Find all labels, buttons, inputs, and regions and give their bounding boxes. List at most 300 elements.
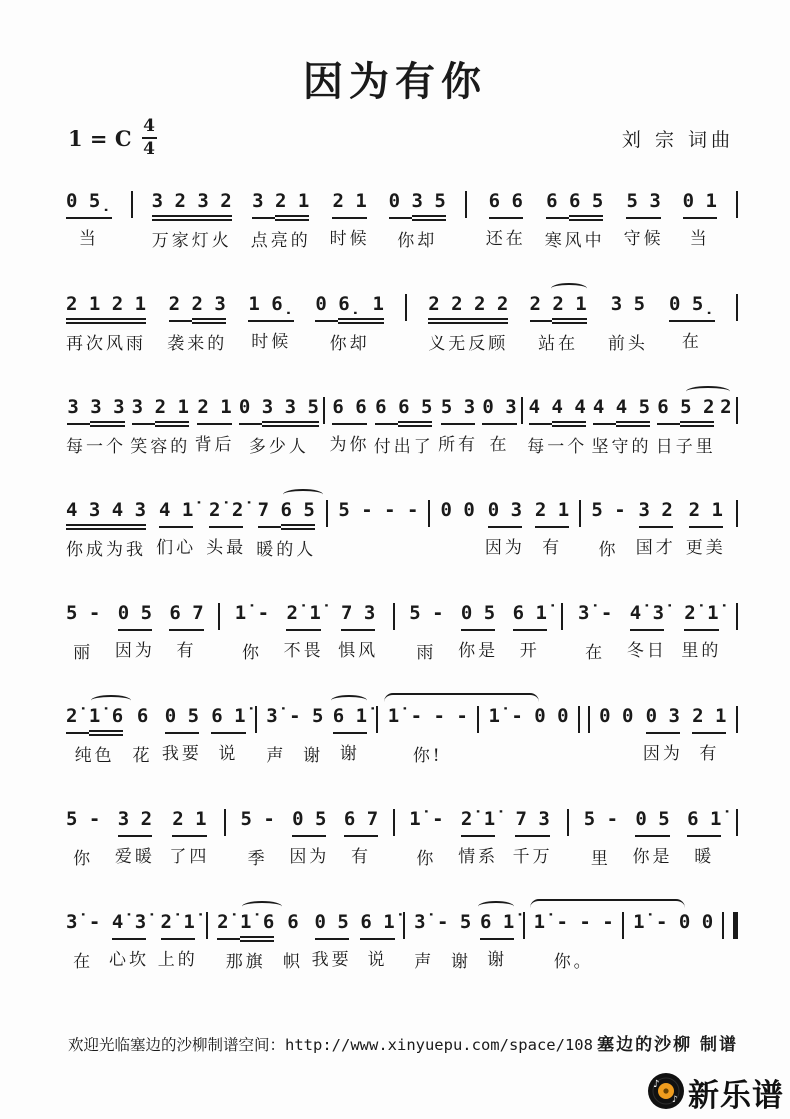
- lyrics: 头最: [206, 537, 247, 558]
- note-group: [482, 396, 516, 425]
- lyrics: 暖的人: [256, 539, 317, 560]
- lyrics: 惧风: [338, 640, 379, 661]
- notes: 2̇ 1̇: [286, 602, 320, 631]
- lyrics: 因为: [484, 537, 525, 558]
- notes: 6 5: [569, 190, 603, 221]
- notes: 2: [169, 293, 192, 322]
- notes: 1̇ 6: [89, 705, 123, 736]
- barline: [477, 706, 479, 733]
- lyrics: 那旗: [225, 951, 266, 972]
- notes: 1̇ - - -: [533, 911, 614, 933]
- notes: 3 2 3 2: [152, 190, 232, 221]
- notes: 6 1̇: [513, 602, 547, 631]
- measure-cell: [686, 499, 726, 558]
- lyrics: 有: [699, 743, 720, 764]
- lyrics: 谢: [339, 743, 360, 764]
- note-group: [169, 293, 226, 324]
- notes: 7: [258, 499, 281, 528]
- measure-cell: [315, 293, 384, 354]
- lyrics: 你却: [397, 230, 438, 251]
- note-group: [428, 293, 508, 324]
- notes: 5 - - -: [338, 499, 419, 521]
- notes: 6: [657, 396, 680, 425]
- notes: 2̇ 2̇: [209, 499, 243, 528]
- barline: [403, 912, 405, 939]
- measure-cell: [195, 396, 235, 455]
- lyrics: 你: [416, 848, 437, 869]
- notes: 0 5̣: [669, 293, 715, 322]
- measure-cell: [130, 396, 190, 457]
- note-group: [132, 396, 189, 427]
- note-group: [315, 293, 384, 324]
- measure-cell: [389, 190, 446, 251]
- notes: 2 1: [275, 190, 309, 221]
- measure-cell: [167, 293, 227, 354]
- notes: 6: [136, 705, 149, 727]
- notes: 2̇: [217, 911, 240, 940]
- lyrics: 义无反顾: [428, 333, 509, 354]
- measure-cell: [211, 705, 245, 764]
- measure-cell: [428, 293, 508, 354]
- lyrics: 笑容的: [130, 436, 191, 457]
- measure-cell: [115, 808, 155, 867]
- lyrics: 上的: [157, 949, 198, 970]
- note-group: [414, 911, 471, 942]
- note-group: [66, 911, 100, 942]
- note-group: [118, 808, 152, 837]
- notes: 2: [530, 293, 553, 322]
- measure-cell: [312, 911, 352, 970]
- lyrics: 暖: [694, 846, 715, 867]
- measure-cell: [545, 190, 605, 251]
- barline: [736, 706, 738, 733]
- lyrics: 说: [218, 743, 239, 764]
- note-group: [409, 808, 443, 839]
- lyrics: 付出了: [373, 436, 434, 457]
- measure-cell: [338, 602, 378, 661]
- notes: 1̇ -: [234, 602, 270, 624]
- measure-cell: [158, 911, 198, 970]
- note-group: [720, 396, 731, 427]
- notes: 4: [529, 396, 552, 425]
- notes: 5 -: [240, 808, 275, 830]
- barline: [326, 500, 328, 527]
- lyrics: 在: [681, 331, 702, 352]
- note-group: [626, 190, 660, 219]
- note-group: [152, 190, 232, 221]
- barline: [376, 706, 378, 733]
- lyrics: 每一个: [66, 436, 126, 457]
- measure-cell: [251, 190, 311, 251]
- notes: 4: [593, 396, 616, 425]
- notes: 6: [287, 911, 299, 933]
- lyrics: 有: [176, 640, 197, 661]
- key-signature: 1 = C: [68, 125, 132, 151]
- measure-cell: [488, 705, 568, 763]
- note-group: [689, 499, 723, 528]
- note-group: [258, 499, 315, 530]
- lyrics: 当: [689, 228, 710, 249]
- lyrics: 为你: [329, 434, 370, 455]
- notes: 5 3: [441, 396, 475, 425]
- note-group: [488, 499, 522, 528]
- lyrics: 还在: [485, 228, 526, 249]
- notes: 0 0: [599, 705, 634, 727]
- note-group: [172, 808, 206, 837]
- note-group: [683, 190, 717, 219]
- notes: 1̇ 6: [240, 911, 274, 942]
- notes: 2̇: [66, 705, 89, 734]
- notes: 6 1̇: [480, 911, 514, 940]
- lyrics: 谢: [487, 949, 508, 970]
- note-group: [240, 808, 274, 839]
- notes: 5 -: [66, 808, 101, 830]
- barline: [579, 500, 581, 527]
- notes: 1̇ - 0 0: [488, 705, 569, 727]
- svg-text:♪: ♪: [672, 1094, 678, 1105]
- notes: 3̇ - 5: [266, 705, 324, 727]
- score-line-6: [66, 705, 738, 774]
- measure-cell: [440, 499, 474, 557]
- notes: 7 3: [515, 808, 549, 837]
- lyrics: 你却: [329, 333, 370, 354]
- measure-cell: [206, 499, 246, 558]
- time-denominator: 4: [143, 139, 155, 159]
- notes: 6 5: [281, 499, 315, 530]
- barline: [523, 912, 525, 939]
- measure-cell: [669, 293, 715, 352]
- note-group: [488, 705, 568, 736]
- measure-cell: [66, 602, 100, 663]
- note-group: [529, 396, 586, 427]
- barline: [622, 912, 624, 939]
- measure-cell: [109, 911, 149, 970]
- barline: [224, 809, 226, 836]
- barline: [736, 191, 738, 218]
- lyrics: 我要: [161, 743, 202, 764]
- note-group: [534, 911, 614, 942]
- svg-text:♪: ♪: [653, 1078, 660, 1090]
- lyrics: 你成为我: [66, 539, 147, 560]
- notes: 0 3: [482, 396, 516, 425]
- notes: 0: [315, 293, 338, 322]
- note-group: [169, 602, 203, 631]
- lyrics: 袭来的: [167, 333, 228, 354]
- lyrics: 时候: [329, 228, 370, 249]
- measure-cell: [152, 190, 232, 251]
- note-group: [197, 396, 231, 425]
- notes: 2 1: [172, 808, 206, 837]
- lyrics: 里: [590, 848, 611, 869]
- notes: 4 5: [616, 396, 650, 427]
- measure-cell: [414, 911, 471, 972]
- barline: [428, 500, 430, 527]
- measure-cell: [633, 911, 713, 969]
- note-group: [332, 396, 366, 425]
- measure-cell: [360, 911, 394, 970]
- lyrics: 所有: [438, 434, 479, 455]
- note-group: [266, 705, 323, 736]
- lyrics: 因为: [289, 846, 330, 867]
- site-logo: [647, 1070, 784, 1115]
- barline: [736, 500, 738, 527]
- time-numerator: 4: [143, 116, 155, 136]
- notes: 2 3: [192, 293, 226, 324]
- lyrics: 在: [73, 951, 94, 972]
- notes: 2̇ 1̇: [161, 911, 195, 940]
- measure-cell: [458, 808, 498, 867]
- lyrics: 日子里: [655, 436, 716, 457]
- measure-cell: [720, 396, 731, 454]
- barline: [206, 912, 208, 939]
- notes: 0 3: [646, 705, 680, 734]
- notes: 0 3: [488, 499, 522, 528]
- lyrics: 不畏: [283, 640, 324, 661]
- measure-cell: [681, 602, 721, 661]
- lyrics: 站在: [538, 333, 579, 354]
- note-group: [252, 190, 309, 221]
- barline: [561, 603, 563, 630]
- note-group: [535, 499, 569, 528]
- notes: 0 5: [165, 705, 199, 734]
- lyrics: 里的: [681, 640, 722, 661]
- note-group: [687, 808, 721, 837]
- footer-credit-text: 塞边的沙柳 制谱: [597, 1035, 738, 1055]
- notes: 0 5: [635, 808, 669, 837]
- score-line-7: [66, 808, 738, 877]
- note-group: [630, 602, 664, 631]
- note-group: [546, 190, 603, 221]
- notes: 3 3 5: [262, 396, 319, 427]
- notes: 6 1̇: [333, 705, 367, 734]
- notes: 0: [389, 190, 412, 219]
- notes: 6: [546, 190, 569, 219]
- lyrics: 寒风中: [544, 230, 605, 251]
- barline: [521, 397, 523, 424]
- measure-cell: [333, 705, 367, 764]
- lyrics: 坚守的: [591, 436, 652, 457]
- measure-cell: [687, 808, 721, 867]
- measure-cell: [289, 808, 329, 867]
- note-group: [248, 293, 294, 322]
- lyrics: 前头: [607, 333, 648, 354]
- note-group: [286, 602, 320, 631]
- notes: 4 3 4 3: [66, 499, 146, 530]
- notes: 2 1: [155, 396, 189, 427]
- meta-row: [68, 118, 734, 158]
- lyrics: 有: [351, 846, 371, 867]
- note-group: [639, 499, 673, 528]
- measure-cell: [66, 396, 126, 457]
- measure-cell: [458, 602, 498, 661]
- note-group: [599, 705, 633, 736]
- note-group: [692, 705, 726, 734]
- measure-cell: [485, 499, 525, 558]
- notes: 3 2: [118, 808, 152, 837]
- measure-cell: [344, 808, 378, 867]
- measure-cell: [482, 396, 516, 455]
- vinyl-record-icon: [647, 1072, 685, 1114]
- note-group: [646, 705, 680, 734]
- footer: [68, 1030, 738, 1055]
- score-line-3: [66, 396, 738, 465]
- notes: 3 5: [610, 293, 646, 315]
- measure-cell: [683, 190, 717, 249]
- barline: [218, 603, 220, 630]
- key-time-signature: [68, 118, 157, 158]
- note-group: [461, 808, 495, 837]
- note-group: [409, 602, 443, 633]
- notes: 1 6̣: [248, 293, 294, 322]
- barline: [405, 294, 407, 321]
- note-group: [657, 396, 714, 427]
- notes: 5 -: [409, 602, 444, 624]
- note-group: [66, 499, 146, 530]
- lyrics: 了四: [169, 846, 210, 867]
- notes: 2 1: [689, 499, 723, 528]
- lyrics: 季: [247, 848, 268, 869]
- measure-cell: [608, 293, 648, 354]
- score-line-2: [66, 293, 738, 362]
- notes: 5 -: [583, 808, 619, 830]
- note-group: [66, 705, 123, 736]
- note-group: [341, 602, 375, 631]
- note-group: [389, 190, 446, 221]
- measure-cell: [591, 499, 625, 560]
- lyrics: 帜: [282, 951, 303, 972]
- measure-cell: [66, 499, 146, 560]
- notes: 2 1: [332, 190, 366, 219]
- measure-cell: [217, 911, 274, 972]
- notes: 2̇ 1̇: [461, 808, 495, 837]
- note-group: [441, 396, 475, 425]
- note-group: [515, 808, 549, 837]
- score: [66, 190, 738, 1014]
- note-group: [338, 499, 418, 530]
- note-group: [239, 396, 319, 427]
- measure-cell: [374, 396, 434, 457]
- lyrics: 情系: [458, 846, 499, 867]
- notes: 6 1̇: [687, 808, 721, 837]
- barline: [736, 603, 738, 630]
- notes: 4 1̇: [159, 499, 193, 528]
- lyrics: 雨: [416, 642, 437, 663]
- lyrics: 你是: [458, 640, 499, 661]
- barline: [255, 706, 257, 733]
- note-group: [578, 602, 612, 633]
- double-barline: [578, 706, 590, 733]
- notes: 0 5̣: [66, 190, 112, 219]
- notes: 2 1: [552, 293, 586, 324]
- note-group: [530, 293, 587, 324]
- lyrics: 因为: [642, 743, 683, 764]
- notes: 3 2: [639, 499, 673, 528]
- notes: 6 1̇: [211, 705, 245, 734]
- note-group: [591, 499, 625, 530]
- measure-cell: [578, 602, 612, 663]
- notes: 6 5: [398, 396, 432, 427]
- measure-cell: [527, 396, 587, 457]
- lyrics: 背后: [194, 434, 235, 455]
- lyrics: 你: [241, 642, 262, 663]
- measure-cell: [534, 911, 614, 972]
- lyrics: 你是: [632, 846, 673, 867]
- note-group: [137, 705, 148, 736]
- notes: 2 1: [535, 499, 569, 528]
- note-group: [593, 396, 650, 427]
- lyrics: 万家灯火: [151, 230, 232, 251]
- lyrics: 在: [489, 434, 510, 455]
- measure-cell: [239, 396, 319, 457]
- notes: 2: [720, 396, 732, 418]
- measure-cell: [633, 808, 673, 867]
- measure-cell: [530, 293, 587, 354]
- lyrics: 千万: [512, 846, 553, 867]
- measure-cell: [388, 705, 468, 766]
- notes: 0 1: [683, 190, 717, 219]
- lyrics: 时候: [251, 331, 292, 352]
- lyrics: 再次风雨: [66, 333, 147, 354]
- lyrics: 因为: [114, 640, 155, 661]
- notes: 5 -: [591, 499, 626, 521]
- notes: 6 1̇: [360, 911, 394, 940]
- note-group: [66, 293, 146, 324]
- note-group: [513, 602, 547, 631]
- note-group: [217, 911, 274, 942]
- lyrics: 你。: [553, 951, 594, 972]
- notes: 4̇ 3̇: [630, 602, 664, 631]
- note-group: [333, 705, 367, 734]
- measure-cell: [409, 602, 443, 663]
- measure-cell: [592, 396, 652, 457]
- notes: 5 2: [680, 396, 714, 427]
- lyrics: 丽: [73, 642, 94, 663]
- notes: 5 -: [66, 602, 101, 624]
- time-signature: [142, 118, 157, 158]
- lyrics: 每一个: [527, 436, 588, 457]
- measure-cell: [162, 705, 202, 764]
- barline: [323, 397, 325, 424]
- notes: 2 1: [692, 705, 726, 734]
- note-group: [633, 911, 713, 942]
- score-line-4: [66, 499, 738, 568]
- barline: [736, 294, 738, 321]
- notes: 3: [132, 396, 155, 425]
- note-group: [461, 602, 495, 631]
- measure-cell: [169, 602, 203, 661]
- lyrics: 点亮的: [250, 230, 311, 251]
- note-group: [66, 602, 100, 633]
- measure-cell: [330, 190, 370, 249]
- measure-cell: [284, 602, 324, 661]
- note-group: [67, 396, 124, 427]
- note-group: [611, 293, 645, 324]
- notes: 1̇ -: [409, 808, 444, 830]
- measure-cell: [66, 293, 146, 354]
- measure-cell: [66, 190, 112, 249]
- lyrics: 声 谢: [266, 745, 324, 766]
- notes: 0 5: [315, 911, 349, 940]
- notes: 2 1 2 1: [66, 293, 146, 324]
- note-group: [440, 499, 474, 530]
- notes: 3̇ -: [578, 602, 613, 624]
- notes: 3 3: [90, 396, 124, 427]
- lyrics: 声 谢: [414, 951, 472, 972]
- notes: 3̇ -: [66, 911, 101, 933]
- note-group: [375, 396, 432, 427]
- barline: [567, 809, 569, 836]
- lyrics: 更美: [685, 537, 726, 558]
